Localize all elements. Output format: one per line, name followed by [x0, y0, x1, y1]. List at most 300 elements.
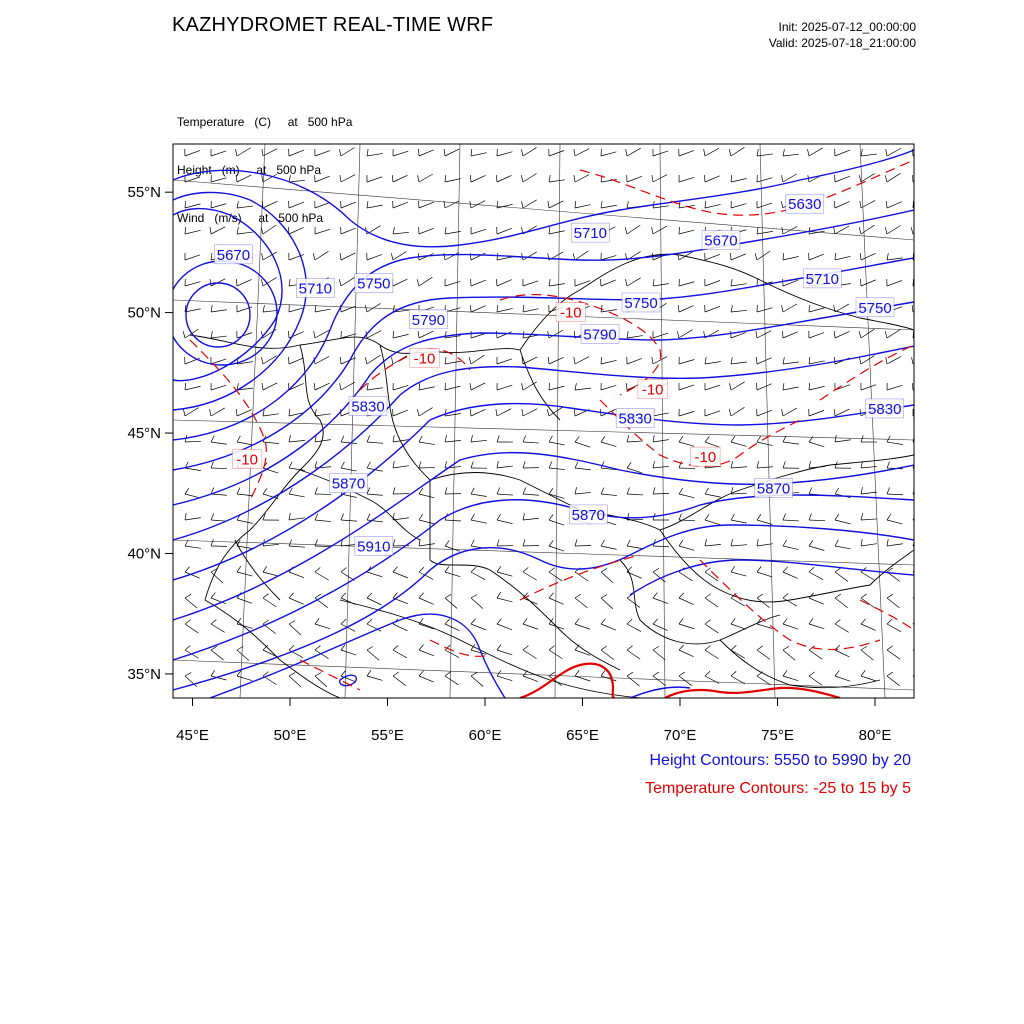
wind-barb-staff [601, 494, 617, 496]
wind-barb-flag [417, 279, 419, 286]
wind-barb-staff [653, 493, 669, 494]
wind-barb-flag [809, 672, 815, 676]
wind-barb-flag [340, 253, 341, 260]
wind-barb-staff [679, 282, 694, 286]
wind-barb-staff [315, 176, 330, 182]
wind-barb-flag [289, 621, 295, 624]
wind-barb-staff [367, 205, 383, 208]
wind-barb-staff [601, 546, 617, 549]
wind-barb-flag [887, 539, 888, 546]
wind-barb-staff [523, 281, 538, 286]
wind-barb-staff [289, 202, 304, 208]
wind-barb-staff [601, 152, 616, 156]
wind-barb-staff [861, 492, 877, 494]
wind-barb-staff [757, 650, 770, 659]
wind-barb-flag [262, 253, 263, 260]
wind-barb-staff [289, 650, 303, 658]
wind-barb-staff [419, 331, 433, 338]
wind-barb-flag [419, 514, 423, 520]
wind-barb-staff [809, 308, 824, 312]
wind-barb-flag [339, 279, 341, 286]
wind-barb-flag [183, 331, 185, 338]
wind-barb-flag [263, 305, 264, 312]
wind-barb-staff [471, 409, 486, 416]
wind-barb-flag [653, 279, 654, 286]
wind-barb-staff [861, 200, 875, 208]
wind-barb-staff [367, 598, 381, 605]
wind-barb-staff [185, 624, 198, 633]
wind-barb-staff [913, 256, 929, 260]
wind-barb-flag [809, 227, 810, 234]
wind-barb-flag [445, 331, 446, 338]
wind-barb-flag [315, 305, 316, 312]
wind-barb-staff [861, 676, 876, 681]
wind-barb-staff [757, 598, 770, 608]
wind-barb-flag [419, 593, 424, 598]
wind-barb-staff [341, 202, 356, 208]
wind-barb-flag [367, 383, 368, 390]
wind-barb-flag [677, 253, 679, 260]
wind-barb-staff [783, 572, 798, 578]
wind-barb-flag [289, 409, 290, 416]
wind-barb-flag [497, 435, 499, 442]
wind-barb-staff [211, 408, 225, 416]
wind-barb-flag [496, 279, 497, 286]
wind-barb-staff [575, 388, 591, 390]
wind-barb-staff [913, 150, 928, 156]
wind-barb-staff [705, 676, 719, 683]
wind-barb-staff [237, 494, 253, 496]
wind-barb-staff [315, 520, 331, 522]
wind-barb-staff [263, 544, 279, 546]
wind-barb-flag [731, 305, 733, 312]
wind-barb-staff [393, 151, 408, 156]
wind-barb-flag [705, 568, 711, 572]
wind-barb-staff [809, 520, 825, 521]
wind-barb-staff [809, 598, 824, 604]
wind-barb-staff [679, 572, 692, 581]
wind-barb-flag [859, 331, 861, 338]
wind-barb-staff [419, 598, 434, 604]
wind-barb-flag [263, 488, 267, 494]
temperature-contour-label: -10 [413, 350, 436, 368]
wind-barb-staff [731, 650, 745, 658]
wind-barb-flag [288, 357, 289, 364]
wind-barb-staff [861, 385, 876, 390]
wind-barb-flag [471, 672, 477, 676]
wind-barb-staff [861, 519, 877, 520]
wind-barb-flag [523, 461, 525, 468]
wind-barb-staff [419, 228, 434, 234]
wind-barb-flag [627, 646, 633, 650]
wind-barb-flag [859, 357, 861, 364]
wind-barb-flag [783, 513, 786, 520]
wind-barb-staff [835, 304, 849, 312]
wind-barb-flag [911, 227, 913, 234]
height-contour-label: 5710 [805, 270, 840, 288]
wind-barb-staff [809, 650, 822, 659]
lon-tick-label: 80°E [858, 727, 892, 744]
wind-barb-staff [263, 572, 278, 576]
wind-barb-flag [548, 331, 549, 338]
wind-barb-flag [549, 227, 550, 234]
wind-barb-flag [419, 567, 424, 572]
wind-barb-staff [419, 676, 434, 682]
wind-barb-flag [445, 619, 450, 624]
wind-barb-flag [315, 618, 319, 624]
wind-barb-flag [393, 331, 394, 338]
wind-barb-staff [367, 153, 383, 156]
wind-barb-flag [757, 594, 763, 598]
wind-barb-flag [834, 227, 835, 234]
wind-barb-staff [393, 676, 406, 686]
wind-barb-flag [262, 175, 263, 182]
wind-barb-staff [497, 175, 512, 182]
wind-barb-flag [887, 487, 890, 494]
wind-barb-flag [809, 567, 814, 572]
wind-barb-flag [574, 175, 575, 182]
map-plot-area [167, 144, 929, 698]
wind-barb-flag [367, 619, 372, 624]
wind-barb-staff [809, 410, 824, 416]
wind-barb-flag [445, 357, 446, 364]
temperature-zero-contours [520, 664, 840, 698]
wind-barb-flag [549, 383, 550, 390]
wind-barb-staff [445, 361, 461, 364]
wind-barb-flag [470, 305, 471, 312]
wind-barb-flag [419, 488, 423, 494]
wind-barb-staff [211, 385, 226, 390]
temperature-contour-label: -10 [641, 381, 664, 399]
wind-barb-flag [289, 513, 290, 520]
wind-barb-flag [393, 539, 395, 546]
wind-barb-flag [705, 357, 706, 364]
wind-barb-flag [237, 566, 241, 572]
wind-barb-flag [809, 593, 814, 598]
variable-height: Height (m) at 500 hPa [177, 163, 322, 177]
wind-barb-staff [315, 383, 329, 390]
wind-barb-staff [471, 440, 487, 442]
variable-temperature: Temperature (C) at 500 hPa [177, 115, 353, 129]
wind-barb-staff [887, 520, 903, 524]
wind-barb-staff [653, 598, 668, 604]
wind-barb-staff [523, 442, 539, 443]
wind-barb-flag [705, 437, 709, 442]
wind-barb-flag [601, 595, 607, 598]
wind-barb-flag [653, 461, 654, 468]
wind-barb-staff [497, 385, 512, 390]
wind-barb-staff [185, 468, 201, 471]
wind-barb-staff [185, 546, 201, 548]
wind-barb-staff [601, 624, 616, 630]
wind-barb-staff [679, 598, 694, 605]
wind-barb-flag [886, 357, 887, 364]
wind-barb-staff [757, 331, 771, 338]
wind-barb-staff [679, 546, 694, 550]
map-title: KAZHYDROMET REAL-TIME WRF [172, 14, 494, 36]
wind-barb-staff [237, 676, 252, 681]
wind-barb-staff [315, 440, 331, 442]
wind-barb-flag [731, 671, 736, 676]
wind-barb-staff [705, 624, 718, 633]
wind-barb-staff [237, 520, 253, 523]
wind-barb-flag [575, 594, 581, 598]
wind-barb-flag [367, 514, 370, 520]
wind-barb-staff [211, 468, 227, 469]
wind-barb-staff [341, 468, 357, 471]
wind-barb-staff [627, 650, 640, 659]
wind-barb-flag [367, 462, 371, 468]
wind-barb-staff [861, 329, 874, 338]
wind-barb-flag [705, 620, 711, 624]
wind-barb-staff [705, 494, 721, 497]
wind-barb-flag [341, 619, 346, 624]
wind-barb-staff [913, 572, 925, 583]
wind-barb-flag [885, 175, 887, 182]
wind-barb-staff [419, 544, 435, 546]
wind-barb-flag [497, 488, 500, 494]
wind-barb-flag [912, 175, 913, 182]
wind-barb-flag [211, 670, 215, 676]
wind-barb-flag [211, 619, 216, 624]
wind-barb-flag [392, 175, 393, 182]
wind-barb-staff [887, 280, 902, 286]
wind-barb-staff [757, 251, 770, 260]
lon-tick-label: 70°E [663, 727, 697, 744]
wind-barb-staff [445, 149, 459, 156]
wind-barb-staff [679, 494, 695, 498]
wind-barb-staff [835, 546, 851, 549]
wind-barb-staff [523, 147, 537, 156]
wind-barb-flag [340, 383, 341, 390]
wind-barb-staff [549, 151, 564, 156]
wind-barb-flag [835, 670, 839, 676]
wind-barb-staff [679, 385, 694, 390]
wind-barb-staff [211, 336, 227, 338]
wind-barb-staff [263, 225, 276, 234]
wind-barb-flag [548, 201, 549, 208]
wind-barb-flag [418, 331, 419, 338]
wind-barb-staff [887, 329, 900, 338]
wind-barb-staff [237, 410, 252, 416]
wind-barb-staff [627, 494, 643, 495]
wind-barb-flag [548, 357, 549, 364]
temperature-contour-label: -10 [694, 449, 717, 467]
wind-barb-staff [601, 598, 613, 609]
wind-barb-flag [471, 435, 472, 442]
wind-barb-flag [652, 357, 653, 364]
wind-barb-flag [653, 435, 654, 442]
lon-tick-label: 55°E [371, 727, 404, 744]
wind-barb-flag [313, 253, 315, 260]
wind-barb-flag [653, 593, 657, 598]
wind-barb-staff [549, 330, 563, 338]
wind-barb-staff [367, 388, 383, 390]
wind-barb-flag [185, 673, 191, 676]
wind-barb-flag [367, 593, 372, 598]
wind-barb-staff [887, 676, 900, 686]
longitude-axis [176, 698, 891, 744]
wind-barb-flag [704, 175, 705, 182]
wind-barb-staff [757, 410, 772, 416]
wind-barb-flag [185, 645, 190, 650]
temperature-contour-label: -10 [236, 451, 258, 469]
wind-barb-flag [185, 488, 189, 494]
wind-barb-flag [859, 227, 861, 234]
wind-barb-staff [315, 229, 330, 234]
wind-barb-flag [887, 253, 888, 260]
wind-barb-flag [419, 461, 421, 468]
wind-barb-flag [444, 149, 445, 156]
wind-barb-flag [340, 175, 341, 182]
wind-barb-flag [679, 672, 685, 676]
wind-barb-flag [834, 409, 835, 416]
wind-barb-staff [731, 284, 747, 286]
wind-barb-flag [861, 594, 867, 598]
wind-barb-staff [471, 598, 483, 609]
wind-barb-staff [913, 282, 929, 286]
wind-barb-flag [887, 619, 892, 624]
wind-barb-flag [627, 488, 630, 494]
wind-barb-staff [263, 149, 277, 156]
wind-barb-flag [626, 149, 627, 156]
wind-barb-staff [679, 442, 694, 446]
temperature-contours-legend: Temperature Contours: -25 to 15 by 5 [645, 780, 911, 797]
wind-barb-flag [236, 409, 237, 416]
wind-barb-staff [393, 518, 409, 520]
wind-barb-staff [289, 468, 305, 470]
wind-barb-flag [887, 594, 893, 598]
wind-barb-staff [913, 676, 926, 685]
wind-barb-staff [783, 520, 799, 521]
wind-barb-staff [861, 154, 877, 156]
wind-barb-staff [237, 442, 253, 445]
wind-barb-flag [835, 540, 838, 546]
wind-barb-flag [470, 383, 471, 390]
wind-barb-staff [549, 284, 565, 286]
wind-barb-flag [731, 539, 733, 546]
wind-barb-staff [367, 442, 383, 443]
wind-barb-staff [523, 309, 539, 312]
wind-barb-flag [887, 436, 890, 442]
wind-barb-flag [887, 672, 893, 676]
wind-barb-staff [627, 624, 641, 632]
wind-barb-staff [835, 598, 848, 608]
wind-barb-flag [236, 175, 237, 182]
wind-barb-staff [757, 358, 772, 364]
wind-barb-flag [729, 383, 731, 390]
wind-barb-staff [653, 284, 669, 286]
lat-tick-label: 50°N [127, 304, 161, 322]
wind-barb-staff [835, 226, 849, 234]
wind-barb-staff [861, 280, 876, 286]
wind-barb-flag [860, 409, 861, 416]
wind-barb-staff [471, 229, 486, 234]
wind-barb-flag [289, 488, 292, 494]
wind-barb-flag [757, 539, 758, 546]
wind-barb-flag [627, 435, 629, 442]
wind-barb-staff [861, 624, 876, 630]
wind-barb-flag [549, 175, 550, 182]
wind-barb-flag [263, 594, 269, 598]
wind-barb-flag [289, 673, 295, 676]
wind-barb-staff [419, 202, 434, 208]
wind-barb-staff [679, 177, 694, 182]
wind-barb-flag [523, 436, 526, 442]
wind-barb-staff [367, 572, 382, 577]
wind-barb-staff [549, 407, 562, 416]
wind-barb-flag [756, 357, 757, 364]
wind-barb-flag [549, 462, 552, 468]
wind-barb-staff [185, 441, 201, 442]
wind-barb-flag [705, 594, 711, 598]
wind-barb-flag [835, 253, 836, 260]
wind-barb-flag [549, 279, 550, 286]
wind-barb-flag [314, 331, 315, 338]
wind-barb-staff [497, 359, 512, 364]
wind-barb-staff [315, 309, 331, 312]
wind-barb-staff [185, 518, 201, 520]
wind-barb-staff [575, 624, 590, 629]
wind-barb-flag [575, 201, 576, 208]
wind-barb-staff [913, 334, 929, 338]
wind-barb-flag [211, 539, 213, 546]
wind-barb-flag [315, 567, 320, 572]
wind-barb-staff [445, 650, 459, 658]
wind-barb-flag [653, 487, 655, 494]
wind-barb-flag [677, 331, 679, 338]
valid-time: Valid: 2025-07-18_21:00:00 [768, 36, 916, 50]
wind-barb-flag [887, 461, 890, 468]
wind-barb-flag [339, 149, 341, 156]
wind-barb-flag [860, 201, 861, 208]
wind-barb-flag [627, 201, 628, 208]
wind-barb-staff [289, 494, 305, 497]
wind-barb-staff [419, 174, 433, 182]
wind-barb-staff [237, 175, 251, 182]
wind-barb-staff [757, 231, 773, 234]
wind-barb-staff [705, 598, 718, 607]
wind-barb-staff [367, 650, 379, 660]
wind-barb-staff [523, 200, 537, 208]
height-contour-label: 5830 [351, 398, 385, 416]
wind-barb-staff [835, 201, 850, 208]
wind-barb-staff [809, 624, 824, 629]
wind-barb-flag [210, 279, 211, 286]
wind-barb-staff [289, 227, 304, 234]
wind-barb-flag [679, 488, 683, 494]
height-contour-label: 5710 [573, 225, 607, 243]
wind-barb-flag [365, 305, 367, 312]
wind-barb-flag [211, 514, 214, 520]
wind-barb-staff [185, 177, 200, 182]
wind-barb-staff [627, 546, 643, 549]
wind-barb-staff [393, 232, 409, 234]
wind-barb-staff [783, 442, 799, 444]
wind-barb-staff [185, 282, 200, 286]
wind-barb-staff [419, 650, 434, 656]
wind-barb-staff [393, 650, 407, 658]
wind-barb-flag [601, 357, 602, 364]
wind-barb-staff [419, 624, 434, 629]
wind-barb-staff [315, 151, 330, 156]
variable-wind: Wind (m/s) at 500 hPa [177, 211, 324, 225]
wind-barb-flag [471, 514, 474, 520]
wind-barb-staff [341, 520, 357, 521]
wind-barb-staff [913, 176, 928, 182]
wind-barb-flag [419, 436, 422, 442]
wind-barb-flag [391, 253, 393, 260]
